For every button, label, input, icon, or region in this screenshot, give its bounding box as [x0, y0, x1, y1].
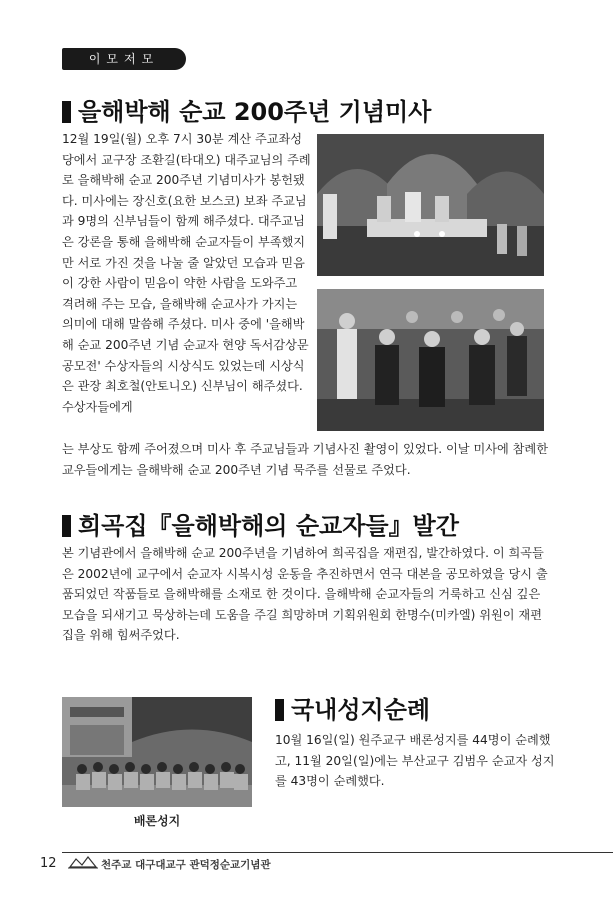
photo-caption: 배론성지: [133, 814, 181, 828]
section-tag: 이모저모: [62, 48, 186, 70]
article3-body: 10월 16일(일) 원주교구 배론성지를 44명이 순례했고, 11월 20일(일)에는 부산교구 김범우 순교자 성지를 43명이 순례했다.: [275, 733, 555, 789]
footer-title: 천주교 대구대교구 관덕정순교기념관: [101, 859, 271, 871]
heading-bullet-icon: [62, 101, 71, 123]
article3-heading: [275, 690, 430, 725]
article3-heading-text: 국내성지순례: [291, 696, 431, 724]
article1-heading-text: 을해박해 순교 200주년 기념미사: [78, 98, 432, 126]
article1-body-top: 12월 19일(월) 오후 7시 30분 계산 주교좌성당에서 교구장 조환길(타대오) 대주교님의 주례로 을해박해 순교 200주년 기념미사가 봉헌됐다. 미사에는 장신호(요한 보스코) 보좌 주교님과 9명의 신부님들이 함께 해주셨다. 대주교님은 강론을 통해 을해박해 순교자들이 부족했지만 서로 가진 것을 나눌 줄 알았던 모습과 믿음이 강한 사람이 믿음이 약한 사람을 도와주고 격려해 주는 모습, 을해박해 순교사가 가지는 의미에 대해 말씀해 주셨다. 미사 중에 '을해박해 순교 200주년 기념 순교자 현양 독서감상문 공모전' 수상자들의 시상식도 있었는데 시상식은 관장 최호철(안토니오) 신부님이 해주셨다. 수상자들에게: [62, 132, 311, 414]
article2-heading-text: 희곡집『을해박해의 순교자들』발간: [78, 512, 459, 540]
pilgrimage-group-photo: [62, 697, 252, 807]
footer-divider: [62, 852, 613, 853]
page-number: 12: [40, 856, 57, 871]
article1-body-bottom: 는 부상도 함께 주어졌으며 미사 후 주교님들과 기념사진 촬영이 있었다. 이날 미사에 참례한 교우들에게는 을해박해 순교 200주년 기념 묵주를 선물로 주었다.: [62, 442, 548, 477]
article1-heading: [62, 92, 431, 127]
mass-altar-photo: [317, 134, 544, 276]
article2-heading: [62, 506, 459, 541]
article2-body: 본 기념관에서 을해박해 순교 200주년을 기념하여 희곡집을 재편집, 발간하였다. 이 희곡들은 2002년에 교구에서 순교자 시복시성 운동을 추진하면서 연극 대본을 공모하였을 당시 출품되었던 작품들로 을해박해를 소재로 한 것이다. 을해박해 순교자들의 거룩하고 신심 깊은 모습을 되새기고 묵상하는데 도움을 주길 희망하며 기획위원회 한명수(미카엘) 위원이 재편집을 위해 힘써주었다.: [62, 546, 548, 643]
heading-bullet-icon: [62, 515, 71, 537]
museum-logo-icon: [68, 855, 98, 869]
group-photo-clergy: [317, 289, 544, 431]
heading-bullet-icon: [275, 699, 284, 721]
